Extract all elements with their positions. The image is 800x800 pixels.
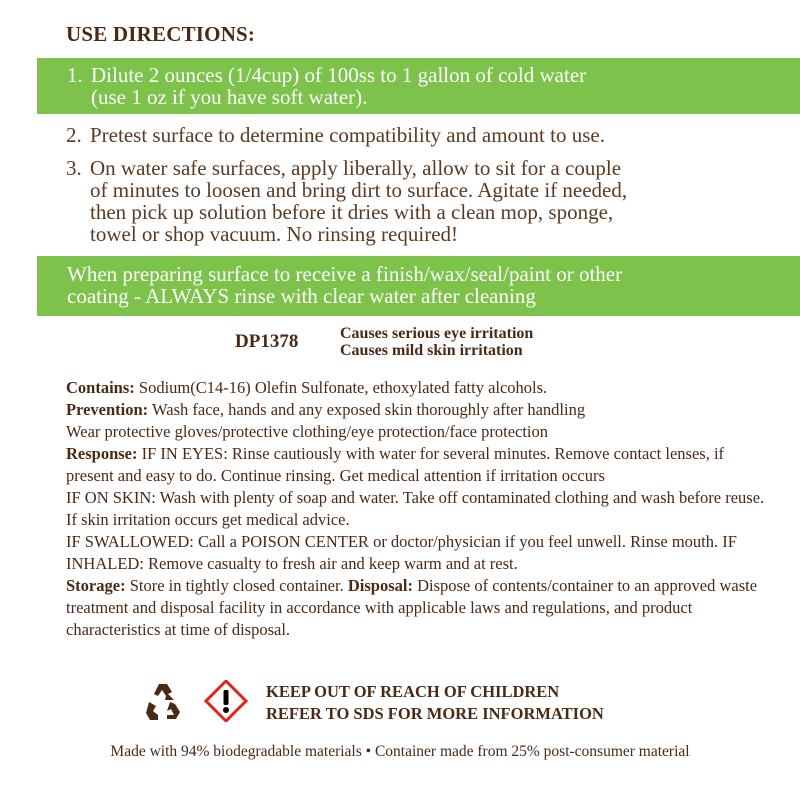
prevention-line — [66, 399, 766, 421]
storage-label: Storage: — [66, 576, 126, 595]
swallowed-paragraph: IF SWALLOWED: Call a POISON CENTER or doctor/physician if you feel unwell. Rinse mouth. IF INHALED: Remove casualty to fresh air and keep warm and at rest. — [66, 532, 737, 573]
hazard-statement: Causes serious eye irritation — [340, 325, 534, 342]
exclamation-hazard-icon — [206, 681, 246, 721]
storage-text: Store in tightly closed container. — [125, 576, 348, 595]
response-label: Response: — [66, 444, 138, 463]
step-text: Dilute 2 ounces (1/4cup) of 100ss to 1 gallon of cold water — [91, 63, 587, 87]
step-1-band — [37, 58, 800, 114]
icon-row — [145, 680, 255, 722]
safety-information — [66, 377, 766, 641]
materials-footer: Made with 94% biodegradable materials • Container made from 25% post-consumer material — [110, 743, 690, 760]
response-paragraph — [66, 443, 766, 487]
contains-line — [66, 377, 766, 399]
contains-label: Contains: — [66, 378, 135, 397]
storage-paragraph — [66, 575, 766, 641]
prevention-line-2: Wear protective gloves/protective clothing/eye protection/face protection — [66, 422, 549, 441]
step-text: towel or shop vacuum. No rinsing required! — [90, 222, 459, 246]
step-text: On water safe surfaces, apply liberally, allow to sit for a couple — [90, 156, 622, 180]
step-text: Pretest surface to determine compatibility and amount to use. — [90, 123, 605, 147]
warning-block — [266, 681, 604, 725]
hazard-statement: Causes mild skin irritation — [340, 342, 523, 359]
step-2 — [66, 124, 605, 146]
disposal-label: Disposal: — [347, 576, 413, 595]
response-text: IF IN EYES: Rinse cautiously with water for several minutes. Remove contact lenses, if present and easy to do. Continue rinsing. Get medical attention if irritation occurs — [66, 444, 725, 485]
notice-text: coating - ALWAYS rinse with clear water after cleaning — [67, 284, 536, 308]
child-warning: KEEP OUT OF REACH OF CHILDREN — [266, 682, 560, 701]
step-text: (use 1 oz if you have soft water). — [91, 85, 368, 109]
page-title: USE DIRECTIONS: — [66, 22, 256, 46]
contains-text: Sodium(C14-16) Olefin Sulfonate, ethoxylated fatty alcohols. — [134, 378, 548, 397]
prevention-label: Prevention: — [66, 400, 149, 419]
product-code: DP1378 — [235, 331, 299, 352]
notice-text: When preparing surface to receive a finish/wax/seal/paint or other — [67, 262, 623, 286]
prevention-text: Wash face, hands and any exposed skin thoroughly after handling — [148, 400, 586, 419]
hazard-icons — [145, 680, 255, 727]
step-number: 3. — [66, 156, 82, 180]
skin-paragraph: IF ON SKIN: Wash with plenty of soap and water. Take off contaminated clothing and wash before reuse. If skin irritation occurs get medical advice. — [66, 488, 765, 529]
hazard-statements — [340, 325, 533, 359]
step-3 — [66, 157, 627, 245]
step-number: 2. — [66, 123, 82, 147]
sds-warning: REFER TO SDS FOR MORE INFORMATION — [266, 704, 604, 723]
step-text: of minutes to loosen and bring dirt to surface. Agitate if needed, — [90, 178, 628, 202]
disposal-text: Dispose of contents/container to an approved waste treatment and disposal facility in accordance with applicable laws and regulations, and product characteristics at time of disposal. — [66, 576, 758, 639]
rinse-notice-band — [37, 256, 800, 316]
step-text: then pick up solution before it dries with a clean mop, sponge, — [90, 200, 614, 224]
recycle-icon — [146, 684, 180, 720]
step-number: 1. — [67, 63, 83, 87]
